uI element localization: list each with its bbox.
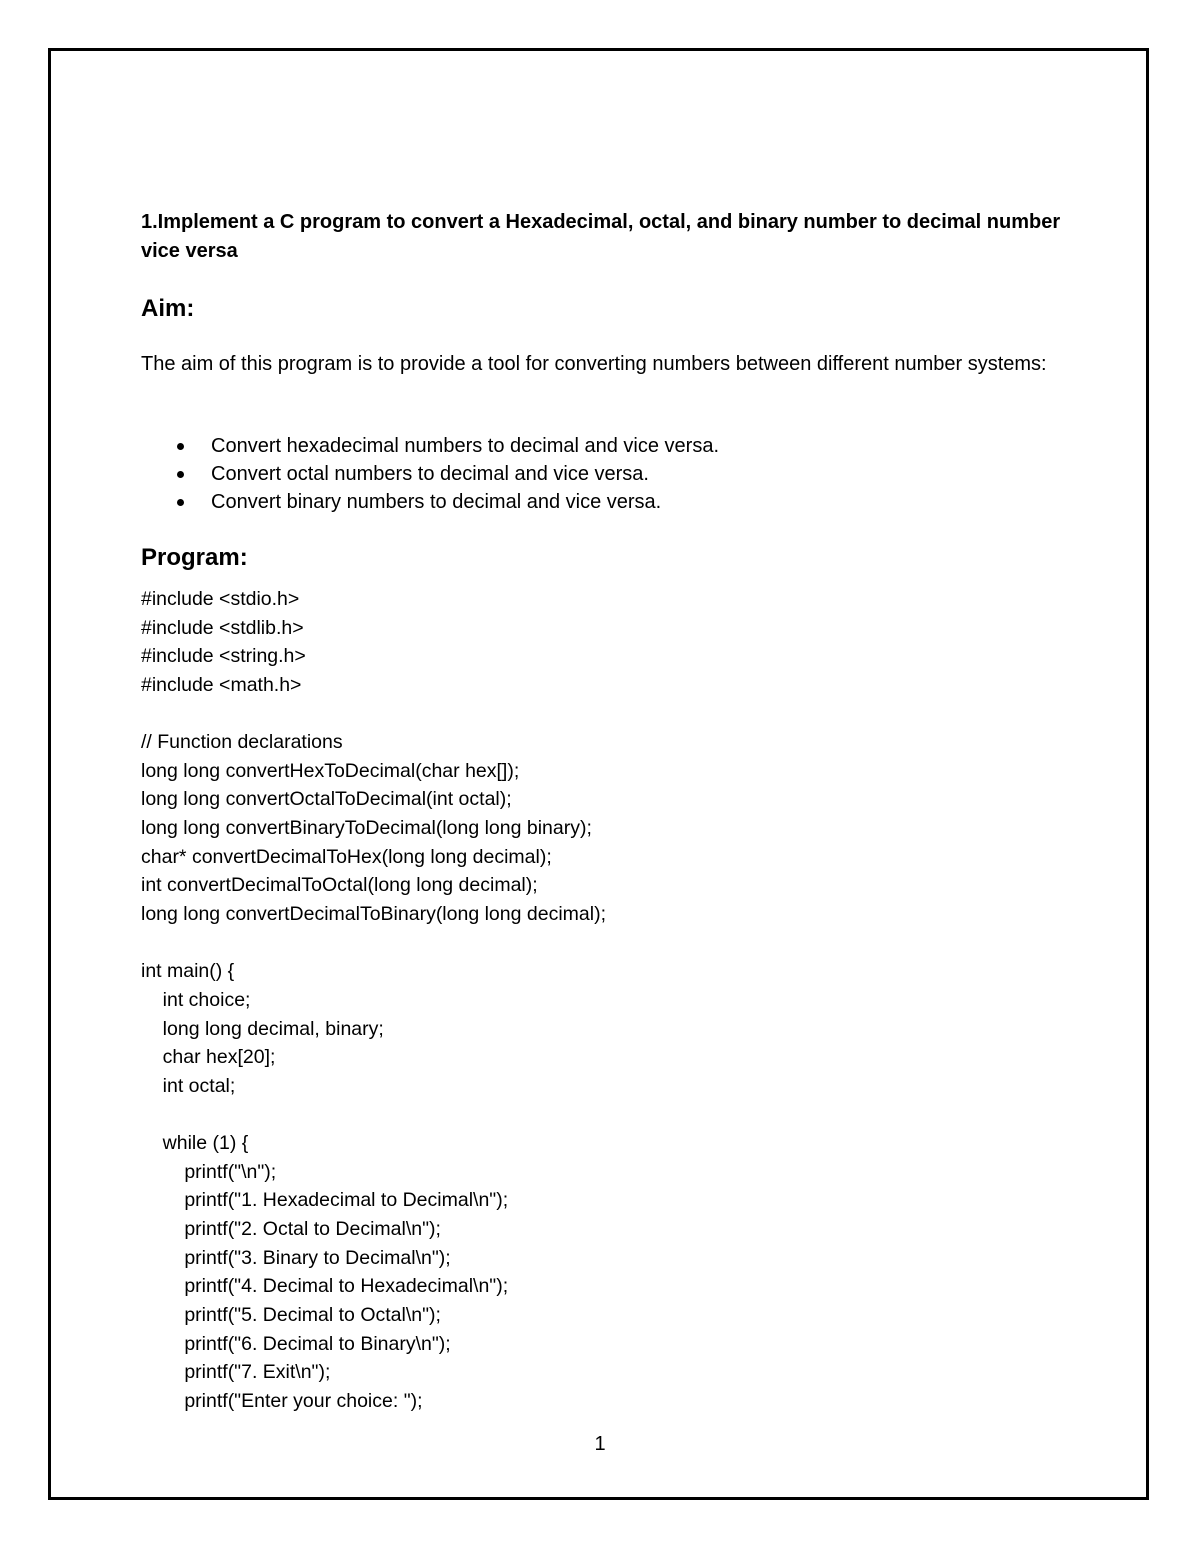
aim-paragraph: The aim of this program is to provide a tool for converting numbers between different number systems: (141, 353, 1047, 375)
code-line: #include <math.h> (141, 673, 302, 696)
bullet-icon (177, 499, 184, 506)
aim-heading: Aim: (141, 295, 195, 322)
code-line: char* convertDecimalToHex(long long decimal); (141, 845, 552, 868)
code-line: printf("1. Hexadecimal to Decimal\n"); (141, 1189, 509, 1212)
code-line: printf("3. Binary to Decimal\n"); (141, 1246, 451, 1269)
program-heading: Program: (141, 544, 248, 571)
code-line: int choice; (141, 988, 251, 1011)
code-line: long long convertOctalToDecimal(int octal); (141, 788, 512, 811)
bullet-icon (177, 443, 184, 450)
code-line: printf("4. Decimal to Hexadecimal\n"); (141, 1275, 509, 1298)
code-line: long long convertDecimalToBinary(long long decimal); (141, 903, 606, 926)
code-line: long long convertHexToDecimal(char hex[]); (141, 759, 520, 782)
code-line: int octal; (141, 1074, 236, 1097)
code-line: #include <string.h> (141, 645, 306, 668)
aim-bullet-item (141, 488, 719, 516)
aim-bullet-item (141, 432, 719, 460)
document-title: 1.Implement a C program to convert a Hexadecimal, octal, and binary number to decimal number vice versa (141, 211, 1061, 262)
page-number: 1 (594, 1433, 606, 1455)
code-line: printf("5. Decimal to Octal\n"); (141, 1304, 441, 1327)
code-line: printf("\n"); (141, 1160, 277, 1183)
code-line: char hex[20]; (141, 1046, 276, 1069)
code-line: printf("6. Decimal to Binary\n"); (141, 1332, 451, 1355)
code-line: #include <stdio.h> (141, 588, 300, 610)
code-line: printf("2. Octal to Decimal\n"); (141, 1218, 441, 1241)
code-line: #include <stdlib.h> (141, 616, 304, 639)
code-line: printf("7. Exit\n"); (141, 1361, 331, 1384)
code-line: printf("Enter your choice: "); (141, 1389, 423, 1412)
code-line (141, 700, 606, 729)
aim-bullet-text: Convert hexadecimal numbers to decimal and vice versa. (211, 435, 720, 457)
bullet-icon (177, 471, 184, 478)
code-line: long long decimal, binary; (141, 1017, 384, 1040)
code-listing (141, 585, 606, 1416)
code-line: int main() { (141, 960, 235, 983)
code-line: // Function declarations (141, 731, 343, 754)
aim-bullet-list (141, 432, 719, 516)
code-line (141, 1101, 606, 1130)
code-line: int convertDecimalToOctal(long long decimal); (141, 874, 538, 897)
code-line: while (1) { (141, 1132, 249, 1155)
code-line (141, 929, 606, 958)
code-line: long long convertBinaryToDecimal(long long binary); (141, 817, 592, 840)
aim-bullet-item (141, 460, 719, 488)
aim-bullet-text: Convert octal numbers to decimal and vice versa. (211, 463, 649, 485)
aim-bullet-text: Convert binary numbers to decimal and vice versa. (211, 491, 662, 513)
